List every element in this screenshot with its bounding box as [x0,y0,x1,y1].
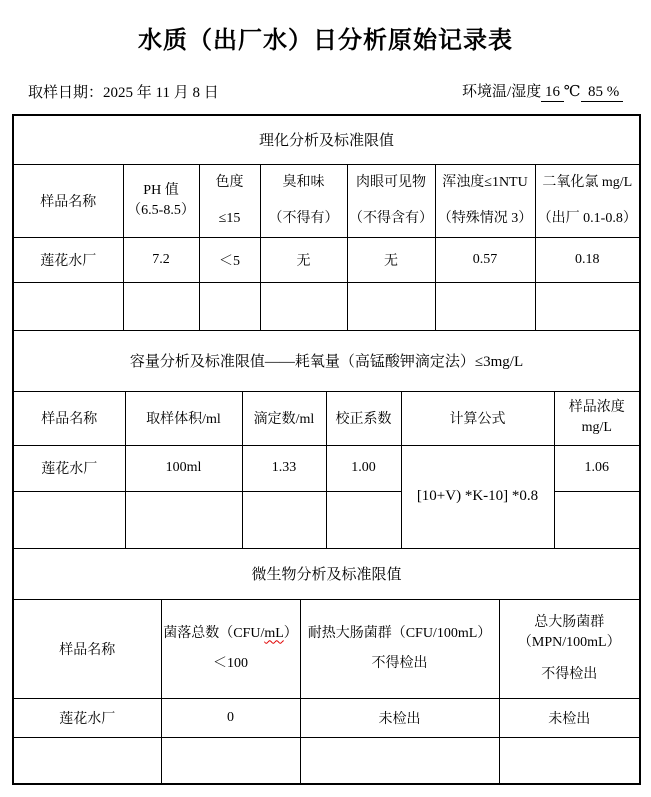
cell-correction-factor: 1.00 [326,445,401,491]
col-header-turbidity: 浑浊度≤1NTU （特殊情况 3） [435,164,535,237]
empty-row [13,737,640,784]
col-header-chlorine-dioxide: 二氧化氯 mg/L （出厂 0.1-0.8） [535,164,640,237]
empty-cell [326,491,401,548]
empty-cell [347,282,435,330]
col-header-sample-volume: 取样体积/ml [125,391,242,445]
analysis-tables [12,114,639,785]
data-row [13,237,640,282]
sampling-date: 取样日期：2025 年 11 月 8 日 [28,85,219,101]
microbiological-analysis-table [12,548,641,786]
cell-ph-value: 7.2 [123,237,199,282]
column-header-row [13,164,640,237]
cell-odor-value: 无 [260,237,347,282]
col-header-formula: 计算公式 [401,391,554,445]
empty-cell [125,491,242,548]
cell-sample-name: 莲花水厂 [13,445,125,491]
column-header-row [13,599,640,698]
cell-thermotolerant-result: 未检出 [300,698,499,737]
empty-cell [13,491,125,548]
section-header-row [13,548,640,599]
col-header-correction-factor: 校正系数 [326,391,401,445]
cell-turbidity-value: 0.57 [435,237,535,282]
cell-colony-count: 0 [161,698,300,737]
col-header-color: 色度 ≤15 [199,164,260,237]
empty-cell [199,282,260,330]
empty-cell [161,737,300,784]
data-row [13,445,640,491]
empty-row [13,282,640,330]
cell-concentration-value: 1.06 [554,445,640,491]
col-header-concentration: 样品浓度 mg/L [554,391,640,445]
cell-sample-volume: 100ml [125,445,242,491]
empty-cell [260,282,347,330]
environment-info [462,80,623,102]
empty-cell [535,282,640,330]
environment-temperature: 16 [541,84,564,100]
empty-cell [13,737,161,784]
section-header-row [13,115,640,164]
cell-titration-value: 1.33 [242,445,326,491]
col-header-total-coliform: 总大肠菌群 （MPN/100mL） 不得检出 [499,599,640,698]
section-header-row [13,330,640,391]
physical-section-title: 理化分析及标准限值 [13,115,640,164]
empty-cell [13,282,123,330]
col-header-visible-matter: 肉眼可见物 （不得含有） [347,164,435,237]
cell-sample-name: 莲花水厂 [13,698,161,737]
volumetric-section-title: 容量分析及标准限值——耗氧量（高锰酸钾滴定法）≤3mg/L [13,330,640,391]
empty-cell [300,737,499,784]
spellcheck-wavy-underline: mL [264,625,284,641]
volumetric-analysis-table [12,330,641,549]
info-row [28,80,623,102]
temperature-unit: ℃ [563,84,581,100]
physical-analysis-table [12,114,641,331]
empty-cell [435,282,535,330]
data-row [13,698,640,737]
cell-sample-name: 莲花水厂 [13,237,123,282]
environment-label: 环境温/湿度 [462,84,542,100]
column-header-row [13,391,640,445]
col-header-sample-name: 样品名称 [13,391,125,445]
col-header-odor: 臭和味 （不得有） [260,164,347,237]
environment-humidity: 85 % [580,84,623,100]
cell-chlorine-value: 0.18 [535,237,640,282]
empty-cell [123,282,199,330]
micro-section-title: 微生物分析及标准限值 [13,548,640,599]
page-title: 水质（出厂水）日分析原始记录表 [138,28,513,54]
cell-visible-matter-value: 无 [347,237,435,282]
cell-total-coliform-result: 未检出 [499,698,640,737]
empty-cell [499,737,640,784]
col-header-ph: PH 值 （6.5-8.5） [123,164,199,237]
cell-color-value: ＜5 [199,237,260,282]
col-header-sample-name: 样品名称 [13,164,123,237]
col-header-sample-name: 样品名称 [13,599,161,698]
empty-cell [554,491,640,548]
empty-cell [242,491,326,548]
cell-calculation-formula: [10+V) *K-10] *0.8 [401,445,554,548]
col-header-colony-count: 菌落总数（CFU/mL） ＜100 [161,599,300,698]
col-header-titration: 滴定数/ml [242,391,326,445]
col-header-thermotolerant-coliform: 耐热大肠菌群（CFU/100mL） 不得检出 [300,599,499,698]
